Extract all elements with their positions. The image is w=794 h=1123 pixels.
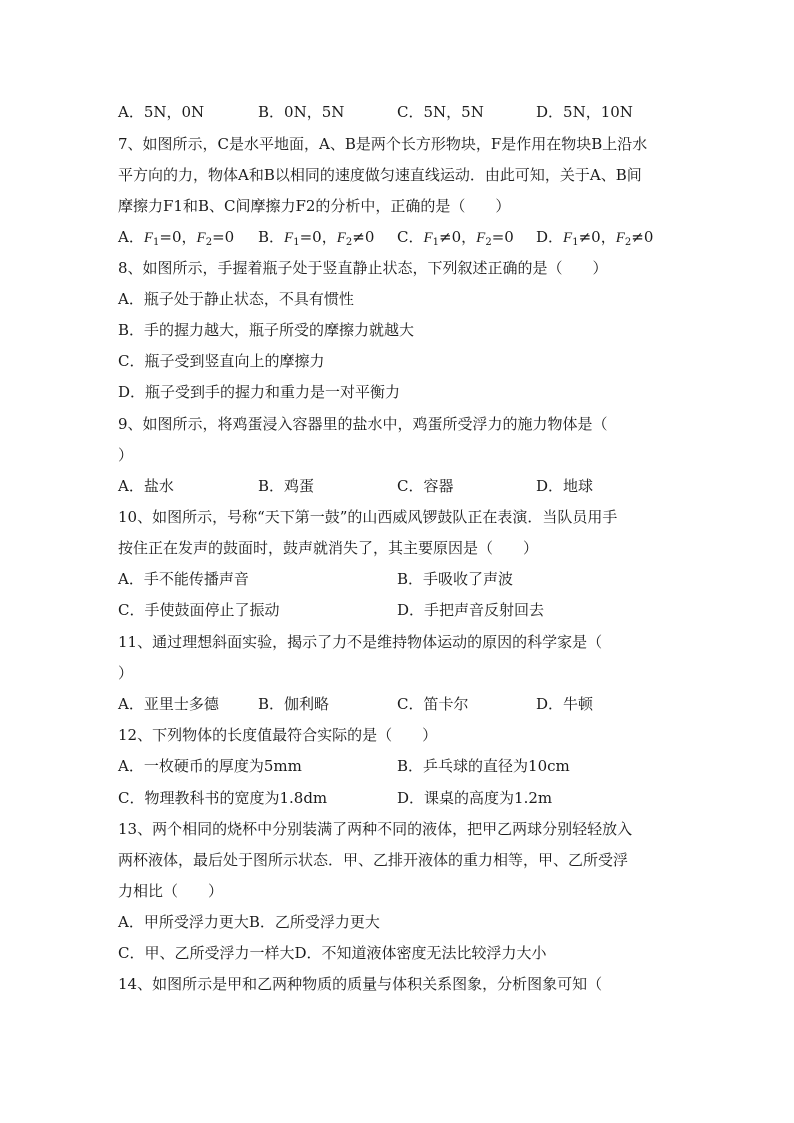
q6-option-c: C．5N，5N	[397, 103, 484, 121]
q8-stem: 8、如图所示，手握着瓶子处于竖直静止状态，下列叙述正确的是（ ）	[118, 259, 608, 277]
q7-option-d: D．$F_1\ne 0$，$F_2\ne 0$	[536, 228, 654, 248]
q7-stem-line-1: 7、如图所示，C是水平地面，A、B是两个长方形物块，F是作用在物块B上沿水	[118, 135, 648, 153]
q11-option-b: B．伽利略	[258, 695, 330, 713]
q9-option-a: A．盐水	[118, 477, 174, 495]
q9-option-d: D．地球	[536, 477, 594, 495]
q10-stem-line-1: 10、如图所示，号称“天下第一鼓”的山西威风锣鼓队正在表演．当队员用手	[118, 508, 618, 526]
q12-option-a: A．一枚硬币的厚度为5mm	[118, 757, 302, 775]
q11-stem-line-2: ）	[118, 664, 134, 682]
q6-option-d: D．5N，10N	[536, 103, 633, 121]
q11-stem-line-1: 11、通过理想斜面实验，揭示了力不是维持物体运动的原因的科学家是（	[118, 633, 603, 651]
q13-option-ab: A．甲所受浮力更大B．乙所受浮力更大	[118, 913, 380, 931]
q13-stem-line-2: 两杯液体，最后处于图所示状态．甲、乙排开液体的重力相等，甲、乙所受浮	[118, 851, 629, 869]
q12-stem: 12、下列物体的长度值最符合实际的是（ ）	[118, 726, 438, 744]
q6-option-b: B．0N，5N	[258, 103, 345, 121]
q10-option-a: A．手不能传播声音	[118, 570, 249, 588]
q10-option-c: C．手使鼓面停止了振动	[118, 601, 280, 619]
q8-option-a: A．瓶子处于静止状态，不具有惯性	[118, 290, 354, 308]
q13-stem-line-3: 力相比（ ）	[118, 882, 224, 900]
q7-option-c: C．$F_1\ne 0$，$F_2=0$	[397, 228, 514, 248]
q13-option-cd: C．甲、乙所受浮力一样大D．不知道液体密度无法比较浮力大小	[118, 944, 547, 962]
q10-option-b: B．手吸收了声波	[397, 570, 514, 588]
q12-option-d: D．课桌的高度为1.2m	[397, 789, 553, 807]
q11-option-c: C．笛卡尔	[397, 695, 469, 713]
q8-option-d: D．瓶子受到手的握力和重力是一对平衡力	[118, 383, 401, 401]
q10-option-d: D．手把声音反射回去	[397, 601, 545, 619]
q7-stem-line-3: 摩擦力F1和B、C间摩擦力F2的分析中，正确的是（ ）	[118, 197, 511, 215]
q9-stem-line-1: 9、如图所示，将鸡蛋浸入容器里的盐水中，鸡蛋所受浮力的施力物体是（	[118, 415, 608, 433]
q11-option-d: D．牛顿	[536, 695, 594, 713]
q8-option-c: C．瓶子受到竖直向上的摩擦力	[118, 352, 325, 370]
q9-option-b: B．鸡蛋	[258, 477, 315, 495]
q12-option-b: B．乒乓球的直径为10cm	[397, 757, 570, 775]
q10-stem-line-2: 按住正在发声的鼓面时，鼓声就消失了，其主要原因是（ ）	[118, 539, 539, 557]
q6-option-a: A．5N，0N	[118, 103, 205, 121]
q9-option-c: C．容器	[397, 477, 454, 495]
q12-option-c: C．物理教科书的宽度为1.8dm	[118, 789, 328, 807]
q8-option-b: B．手的握力越大，瓶子所受的摩擦力就越大	[118, 321, 415, 339]
q7-option-a: A．$F_1=0$，$F_2=0$	[118, 228, 235, 248]
q13-stem-line-1: 13、两个相同的烧杯中分别装满了两种不同的液体，把甲乙两球分别轻轻放入	[118, 820, 633, 838]
q7-option-b: B．$F_1=0$，$F_2\ne 0$	[258, 228, 375, 248]
q9-stem-line-2: ）	[118, 446, 134, 464]
q14-stem: 14、如图所示是甲和乙两种物质的质量与体积关系图象，分析图象可知（	[118, 975, 603, 993]
q11-option-a: A．亚里士多德	[118, 695, 219, 713]
q7-stem-line-2: 平方向的力，物体A和B以相同的速度做匀速直线运动．由此可知，关于A、B间	[118, 166, 642, 184]
